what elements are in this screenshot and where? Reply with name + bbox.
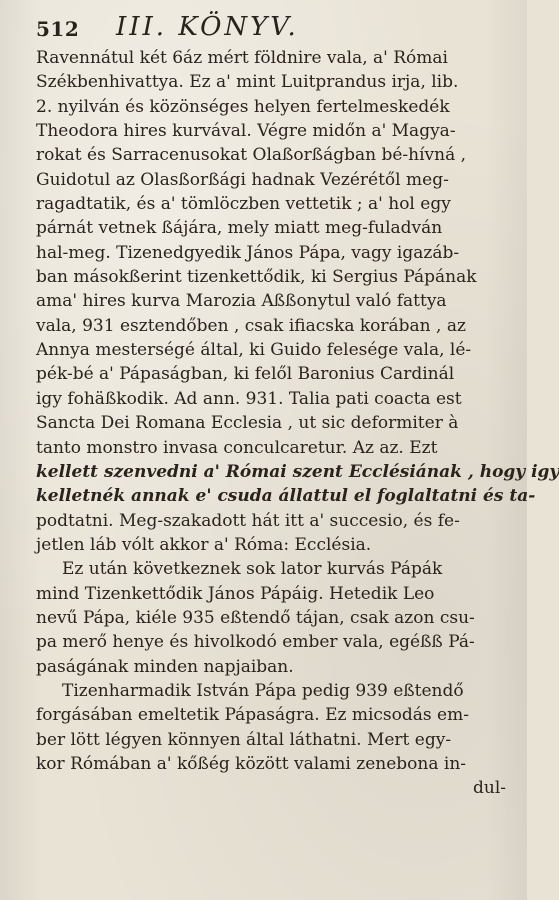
paragraph-start-line: Tizenharmadik István Pápa pedig 939 eßtendő <box>62 680 464 701</box>
text-line: ber lött légyen könnyen által láthatni. Mert egy- <box>36 729 452 750</box>
page-header <box>36 10 507 44</box>
text-line: ragadtatik, és a' tömlöczben vettetik ; a' hol egy <box>36 194 451 215</box>
text-line: paságának minden napjaiban. <box>36 656 294 677</box>
text-line: igy fohäßkodik. Ad ann. 931. Talia pati coacta est <box>36 388 462 409</box>
text-line: 2. nyilván és közönséges helyen fertelmeskedék <box>36 96 450 117</box>
text-line: kor Rómában a' kőßég között valami zenebona in- <box>36 753 467 774</box>
text-line: hal-meg. Tizenedgyedik János Pápa, vagy igazáb- <box>36 242 460 263</box>
text-line: forgásában emeltetik Pápaságra. Ez micsodás em- <box>36 705 469 726</box>
text-line: Guidotul az Olasßorßági hadnak Vezérétől meg- <box>36 169 449 190</box>
text-line: vala, 931 esztendőben , csak ifiacska korában , az <box>36 315 466 336</box>
running-title: III. KÖNYV. <box>116 12 299 42</box>
text-line-italic: kellett szenvedni a' Római szent Ecclésiának , hogy igy <box>36 461 559 482</box>
text-line: podtatni. Meg-szakadott hát itt a' succesio, és fe- <box>36 510 460 531</box>
text-line-italic: kelletnék annak e' csuda állattul el foglaltatni és ta- <box>36 486 536 507</box>
page-number: 512 <box>36 17 80 41</box>
text-line: Annya mesterségé által, ki Guido felesége vala, lé- <box>36 340 472 361</box>
text-line: rokat és Sarracenusokat Olaßorßágban bé-hívná , <box>36 145 467 166</box>
text-line: ama' hires kurva Marozia Aßßonytul való fattya <box>36 291 447 312</box>
text-line: pa merő henye és hivolkodó ember vala, egéßß Pá- <box>36 632 475 653</box>
text-line: nevű Pápa, kiéle 935 eßtendő tájan, csak azon csu- <box>36 607 475 628</box>
paragraph-start-line: Ez után következnek sok lator kurvás Pápák <box>62 559 443 580</box>
text-line: párnát vetnek ßájára, mely miatt meg-fuladván <box>36 218 443 239</box>
text-line: Theodora hires kurvával. Végre midőn a' Magya- <box>36 121 456 142</box>
text-line: pék-bé a' Pápaságban, ki felől Baronius Cardinál <box>36 364 455 385</box>
catchword: dul- <box>472 778 506 799</box>
text-line: Sancta Dei Romana Ecclesia , ut sic deformiter à <box>36 413 459 434</box>
text-line: tanto monstro invasa conculcaretur. Az az. Ezt <box>36 437 438 458</box>
text-line: Ravennátul két 6áz mért földnire vala, a' Római <box>36 48 448 68</box>
text-line: Székbenhivattya. Ez a' mint Luitprandus irja, lib. <box>36 72 459 93</box>
text-line: mind Tizenkettődik János Pápáig. Hetedik Leo <box>36 583 435 604</box>
text-line: ban másokßerint tizenkettődik, ki Sergius Pápának <box>36 267 477 288</box>
body-text <box>36 46 559 801</box>
text-line: jetlen láb vólt akkor a' Róma: Ecclésia. <box>36 534 372 555</box>
